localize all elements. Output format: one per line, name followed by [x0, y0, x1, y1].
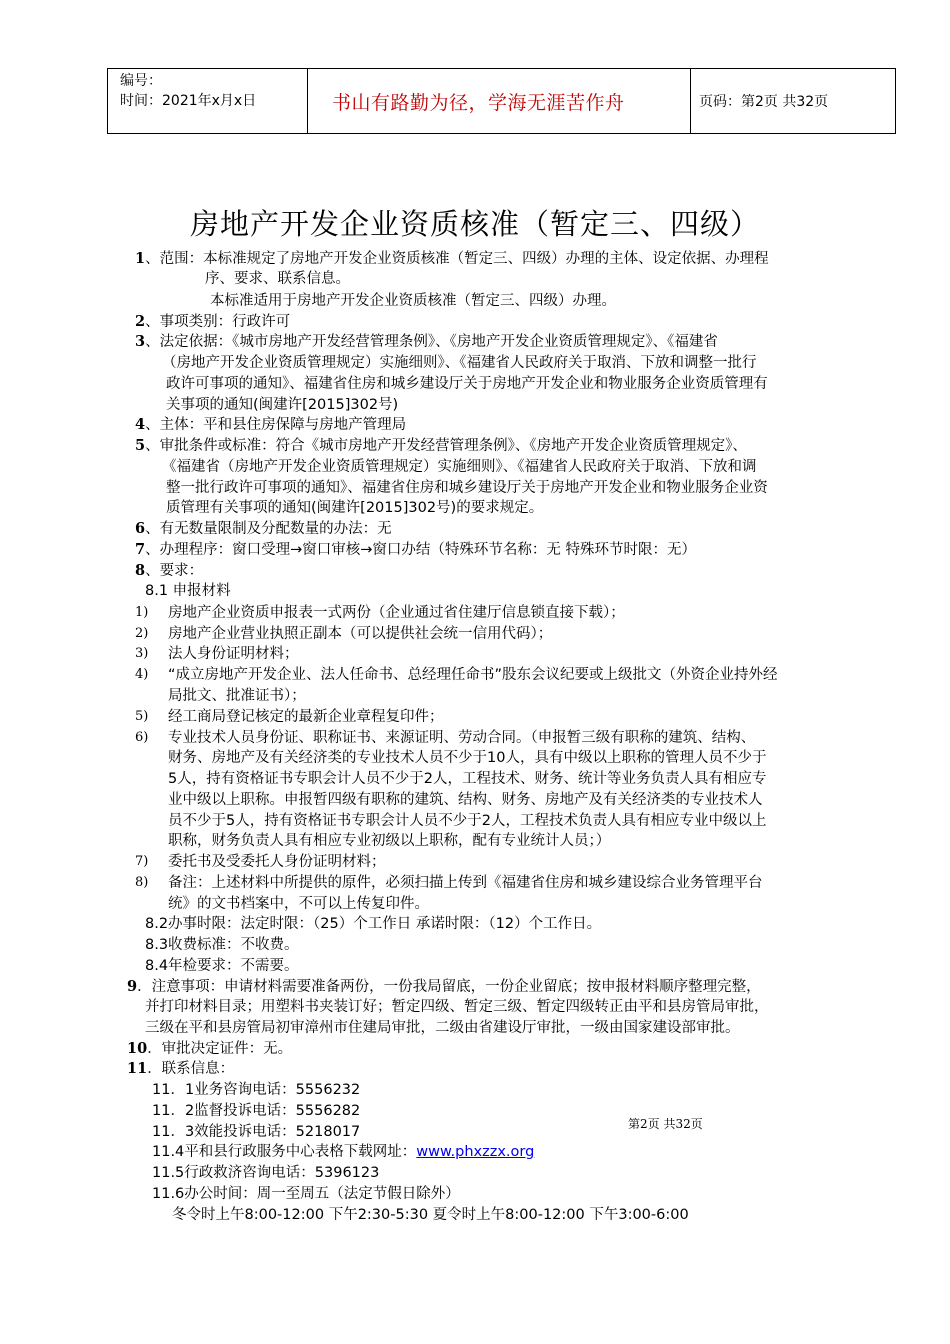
section-number: 11	[127, 1060, 148, 1077]
section-3-line4: 关事项的通知(闽建许[2015]302号)	[166, 397, 399, 413]
section-5-line3: 整一批行政许可事项的通知》、福建省住房和城乡建设厅关于房地产开发企业和物业服务企业资	[166, 480, 768, 496]
material-item: 备注：上述材料中所提供的原件，必须扫描上传到《福建省住房和城乡建设综合业务管理平台	[168, 875, 763, 891]
section-2	[135, 312, 290, 332]
material-number: 6)	[135, 730, 149, 745]
section-text: 、主体：平和县住房保障与房地产管理局	[145, 417, 407, 433]
date-line: 时间：2021年x月x日	[120, 93, 257, 109]
section-8-3: 8.3收费标准：不收费。	[145, 937, 299, 953]
section-5	[135, 436, 747, 456]
section-number: 4	[135, 416, 146, 433]
material-item-cont: 职称，财务负责人具有相应专业初级以上职称，配有专业统计人员；）	[168, 833, 611, 849]
section-9-line2: 并打印材料目录；用塑料书夹装订好；暂定四级、暂定三级、暂定四级转正由平和县房管局审批，	[145, 999, 769, 1015]
material-number: 8)	[135, 875, 149, 890]
contact-efficiency-phone: 11．3效能投诉电话：5218017	[152, 1124, 361, 1140]
section-5-line2: 《福建省（房地产开发企业资质管理规定）实施细则》、《福建省人民政府关于取消、下放和调	[162, 459, 757, 475]
contact-office-hours: 11.6办公时间：周一至周五（法定节假日除外）	[152, 1186, 460, 1202]
page-header	[107, 68, 896, 134]
material-item: 房地产企业资质申报表一式两份（企业通过省住建厅信息锁直接下载）；	[168, 605, 625, 621]
section-11	[127, 1059, 234, 1079]
section-text: 、审批条件或标准：符合《城市房地产开发经营管理条例》、《房地产开发企业资质管理规定》、	[145, 438, 747, 454]
section-5-line4: 质管理有关事项的通知(闽建许[2015]302号)的要求规定。	[166, 500, 544, 516]
material-number: 4)	[135, 667, 149, 682]
section-1-line3: 本标准适用于房地产开发企业资质核准（暂定三、四级）办理。	[210, 293, 616, 309]
material-item: “成立房地产开发企业、法人任命书、总经理任命书”股东会议纪要或上级批文（外资企业持外经	[168, 667, 778, 683]
section-number: 10	[127, 1040, 148, 1057]
contact-relief-phone: 11.5行政救济咨询电话：5396123	[152, 1165, 380, 1181]
code-label: 编号：	[120, 73, 162, 89]
material-number: 1)	[135, 605, 149, 620]
section-9	[127, 977, 761, 997]
material-item: 专业技术人员身份证、职称证书、来源证明、劳动合同。（申报暂三级有职称的建筑、结构、	[168, 730, 756, 746]
contact-download-site	[152, 1142, 534, 1162]
section-8-4: 8.4年检要求：不需要。	[145, 958, 299, 974]
section-text: ．联系信息：	[147, 1061, 235, 1077]
material-item-cont: 业中级以上职称。申报暂四级有职称的建筑、结构、财务、房地产及有关经济类的专业技术人	[168, 792, 763, 808]
section-number: 2	[135, 313, 146, 330]
section-3	[135, 332, 718, 352]
section-number: 1	[135, 250, 146, 267]
section-8	[135, 561, 203, 581]
section-8-2: 8.2办事时限：法定时限：（25）个工作日 承诺时限：（12）个工作日。	[145, 916, 602, 932]
section-text: ．审批决定证件：无。	[147, 1041, 293, 1057]
material-item: 委托书及受委托人身份证明材料；	[168, 854, 386, 870]
page-footer: 第2页 共32页	[628, 1117, 703, 1131]
section-number: 5	[135, 437, 146, 454]
download-label: 11.4平和县行政服务中心表格下载网址：	[152, 1144, 417, 1160]
material-item-cont: 员不少于5人，持有资格证书专职会计人员不少于2人，工程技术负责人具有相应专业中级以上	[168, 813, 767, 829]
header-motto: 书山有路勤为径，学海无涯苦作舟	[308, 69, 691, 133]
section-number: 7	[135, 541, 146, 558]
material-item-cont: 局批文、批准证书）；	[168, 688, 306, 704]
section-6	[135, 519, 392, 539]
document-title: 房地产开发企业资质核准（暂定三、四级）	[189, 207, 760, 241]
section-7	[135, 540, 696, 560]
section-1	[135, 249, 769, 269]
material-item: 法人身份证明材料；	[168, 646, 299, 662]
section-text: 、有无数量限制及分配数量的办法：无	[145, 521, 392, 537]
header-page-label: 页码：第2页 共32页	[699, 94, 829, 110]
material-number: 2)	[135, 626, 149, 641]
material-number: 3)	[135, 646, 149, 661]
section-text: 、办理程序：窗口受理→窗口审核→窗口办结（特殊环节名称：无 特殊环节时限：无）	[145, 542, 696, 558]
section-number: 8	[135, 562, 146, 579]
section-number: 9	[127, 978, 138, 995]
office-hours-detail: 冬令时上午8:00-12:00 下午2:30-5:30 夏令时上午8:00-12:00 下午3:00-6:00	[172, 1207, 689, 1223]
contact-complaint-phone: 11．2监督投诉电话：5556282	[152, 1103, 361, 1119]
download-link[interactable]: www.phxzzx.org	[416, 1144, 535, 1160]
section-10	[127, 1039, 292, 1059]
section-text: 、要求：	[145, 563, 204, 579]
section-text: 、范围：本标准规定了房地产开发企业资质核准（暂定三、四级）办理的主体、设定依据、办理程	[145, 251, 769, 267]
section-3-line2: （房地产开发企业资质管理规定）实施细则》、《福建省人民政府关于取消、下放和调整一批行	[162, 355, 757, 371]
section-1-line2: 序、要求、联系信息。	[205, 271, 350, 287]
section-number: 6	[135, 520, 146, 537]
section-8-1: 8.1 申报材料	[145, 583, 231, 599]
section-text: 、事项类别：行政许可	[145, 314, 291, 330]
material-item-cont: 5人，持有资格证书专职会计人员不少于2人，工程技术、财务、统计等业务负责人具有相应专	[168, 771, 767, 787]
material-number: 7)	[135, 854, 149, 869]
material-item-cont: 统》的文书档案中，不可以上传复印件。	[168, 896, 429, 912]
section-number: 3	[135, 333, 146, 350]
material-number: 5)	[135, 709, 149, 724]
contact-business-phone: 11．1业务咨询电话：5556232	[152, 1082, 361, 1098]
material-item: 经工商局登记核定的最新企业章程复印件；	[168, 709, 444, 725]
section-9-line3: 三级在平和县房管局初审漳州市住建局审批，二级由省建设厅审批，一级由国家建设部审批。	[145, 1020, 740, 1036]
section-4	[135, 415, 406, 435]
section-3-line3: 政许可事项的通知》、福建省住房和城乡建设厅关于房地产开发企业和物业服务企业资质管理有	[166, 376, 768, 392]
section-text: 、法定依据：《城市房地产开发经营管理条例》、《房地产开发企业资质管理规定》、《福建省	[145, 334, 718, 350]
material-item: 房地产企业营业执照正副本（可以提供社会统一信用代码）；	[168, 626, 553, 642]
material-item-cont: 财务、房地产及有关经济类的专业技术人员不少于10人，具有中级以上职称的管理人员不少于	[168, 750, 767, 766]
section-text: ．注意事项：申请材料需要准备两份，一份我局留底，一份企业留底；按申报材料顺序整理完整，	[137, 979, 761, 995]
header-meta	[108, 69, 308, 133]
